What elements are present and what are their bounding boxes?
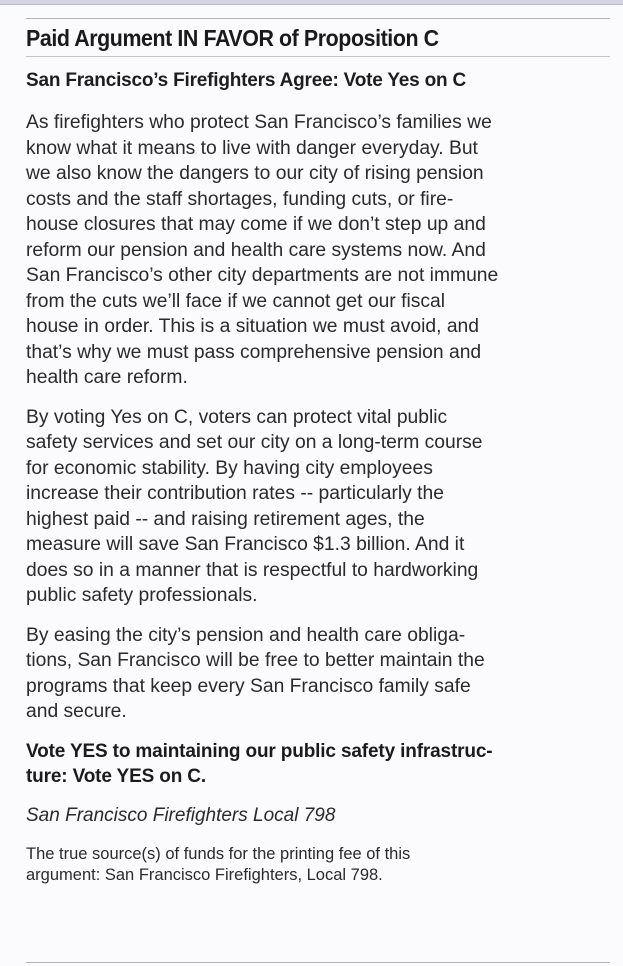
title-rule [26,56,610,57]
argument-title: Paid Argument IN FAVOR of Proposition C [26,25,439,51]
signature: San Francisco Firefighters Local 798 [26,804,336,826]
body-paragraph-3: By easing the city’s pension and health care obliga- tions, San Francisco will be free to better maintain the programs that keep every San Francisco family safe and secure. [26,624,485,722]
window-top-frame [0,0,623,5]
body-paragraph-1: As firefighters who protect San Francisco’s families we know what it means to live with danger everyday. But we also know the dangers to our city of rising pension costs and the staff shortages, funding cuts, or fire- house closures that may come if we don’t step up and reform our pension and health care systems now. And San Francisco’s other city departments are not immune from the cuts we’ll face if we cannot get our fiscal house in order. This is a situation we must avoid, and that’s why we must pass comprehensive pension and health care reform. [26,112,499,388]
argument-subtitle: San Francisco’s Firefighters Agree: Vote Yes on C [26,70,467,91]
funding-source-note: The true source(s) of funds for the printing fee of this argument: San Francisco Firefighters, Local 798. [26,844,411,884]
bottom-rule [26,962,610,963]
argument-document [26,18,610,886]
body-paragraph-2: By voting Yes on C, voters can protect vital public safety services and set our city on a long-term course for economic stability. By having city employees increase their contribution rates -- particularly the highest paid -- and raising retirement ages, the measure will save San Francisco $1.3 billion. And it does so in a manner that is respectful to hardworking public safety professionals. [26,406,483,606]
closing-statement: Vote YES to maintaining our public safety infrastruc- ture: Vote YES on C. [26,740,493,787]
